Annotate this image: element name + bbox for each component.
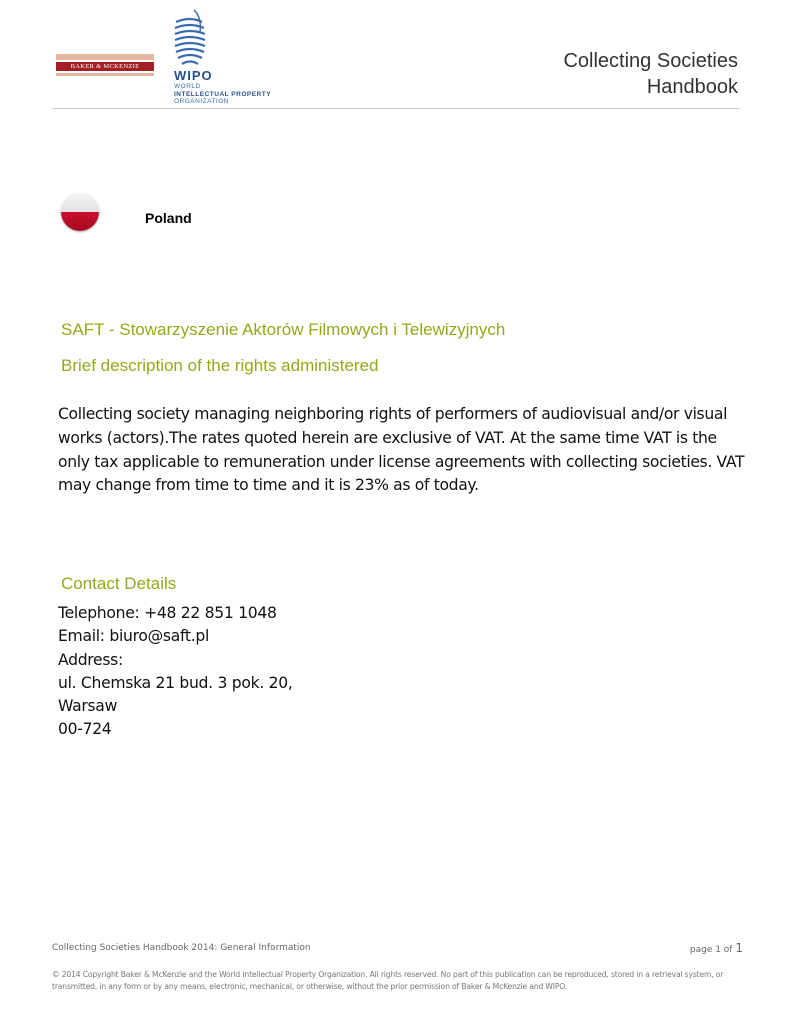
contact-address-line: ul. Chemska 21 bud. 3 pok. 20, xyxy=(58,673,293,692)
handbook-title-line: Handbook xyxy=(646,76,738,98)
wipo-organization-name xyxy=(174,83,271,106)
footer-page-number xyxy=(690,941,743,955)
baker-mckenzie-logo-text: BAKER & MCKENZIE xyxy=(56,62,154,71)
wipo-org-line: ORGANIZATION xyxy=(174,98,229,106)
wipo-globe-icon xyxy=(172,8,212,70)
page-header xyxy=(52,8,740,109)
contact-details xyxy=(58,602,293,742)
contact-telephone: Telephone: +48 22 851 1048 xyxy=(58,604,277,622)
wipo-logo xyxy=(172,8,302,108)
country-name: Poland xyxy=(145,210,192,226)
society-name-heading: SAFT - Stowarzyszenie Aktorów Filmowych i Telewizyjnych xyxy=(61,320,506,339)
page-total: 1 xyxy=(735,941,743,955)
contact-address-line: Warsaw xyxy=(58,697,118,716)
brief-description-heading: Brief description of the rights administered xyxy=(61,356,379,375)
footer-document-title: Collecting Societies Handbook 2014: General Information xyxy=(52,943,311,953)
footer-copyright: © 2014 Copyright Baker & McKenzie and the World Intellectual Property Organization. All rights reserved. No part of this publication can be reproduced, stored in a retrieval system, or transmitted, in any form or by any means, electronic, mechanical, or otherwise, without the prior permission of Baker & McKenzie and WIPO. xyxy=(52,970,724,991)
wipo-org-line: INTELLECTUAL PROPERTY xyxy=(174,90,272,98)
contact-address-label: Address: xyxy=(58,650,123,669)
page-prefix: page 1 of xyxy=(689,945,733,955)
contact-details-heading: Contact Details xyxy=(61,574,177,593)
society-description: Collecting society managing neighboring rights of performers of audiovisual and/or visual works (actors).The rates quoted herein are exclusive of VAT. At the same time VAT is the only tax applicable to remuneration under license agreements with collecting societies. VAT may change from time to time and it is 23% as of today. xyxy=(58,405,745,495)
poland-flag-icon xyxy=(61,193,99,231)
wipo-org-line: WORLD xyxy=(174,83,201,90)
contact-email: Email: biuro@saft.pl xyxy=(58,627,209,646)
wipo-acronym: WIPO xyxy=(174,68,213,83)
handbook-title xyxy=(563,48,738,100)
contact-address-line: 00-724 xyxy=(58,720,112,739)
handbook-title-line: Collecting Societies xyxy=(563,50,738,72)
baker-mckenzie-logo xyxy=(56,54,154,76)
